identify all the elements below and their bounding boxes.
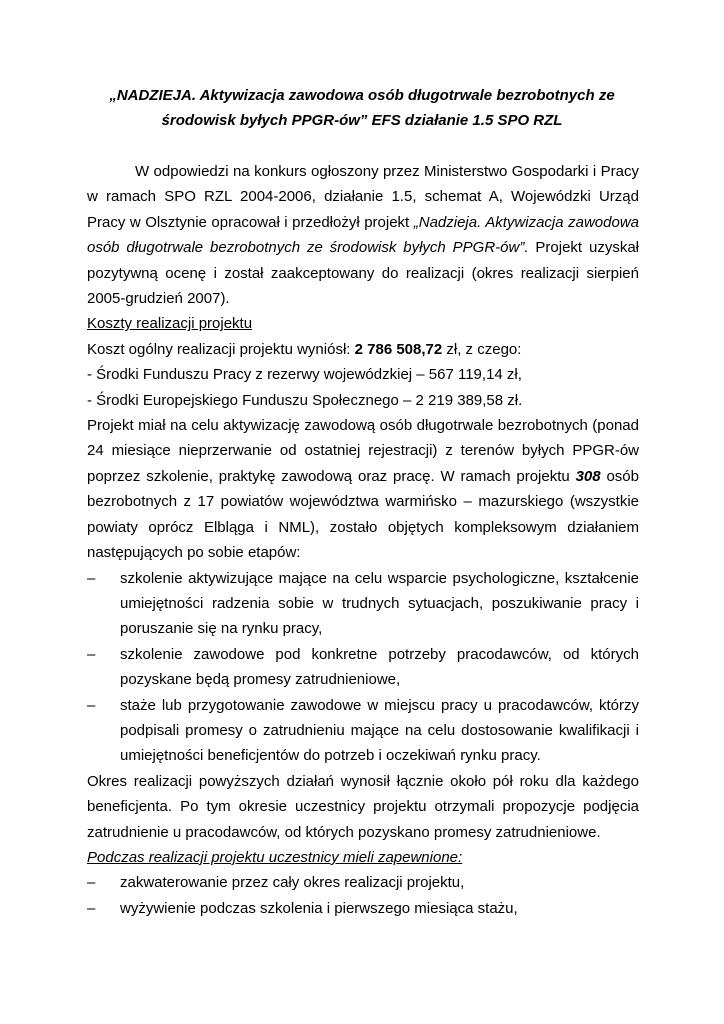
- costs-heading: Koszty realizacji projektu: [87, 315, 253, 333]
- costs-fp-line: - Środki Funduszu Pracy z rezerwy wojewódzkiej – 567 119,14 zł,: [87, 366, 522, 384]
- dash-bullet-icon: [87, 870, 95, 895]
- participants-count: 308: [575, 467, 601, 485]
- intro-text: W odpowiedzi na konkurs ogłoszony przez Ministerstwo Gospodarki i Pracy w ramach SPO RZL 2004-2006, działanie 1.5, schemat A, Wojewódzki Urząd Pracy w Olsztynie opracował i przedłożył projekt: [87, 163, 639, 231]
- intro-text-after: Projekt uzyskał pozytywną ocenę i został zaakceptowany do realizacji (okres realizacji sierpień 2005-grudzień 2007).: [87, 239, 639, 308]
- intro-paragraph: [87, 159, 639, 311]
- period-paragraph: Okres realizacji powyższych działań wynosił łącznie około pół roku dla każdego beneficjenta. Po tym okresie uczestnicy projektu otrzymali propozycje podjęcia zatrudnienie u pracodawców, od których pozyskano promesy zatrudnieniowe.: [87, 772, 639, 841]
- stage-text: szkolenie aktywizujące mające na celu wsparcie psychologiczne, kształcenie umiejętności radzenia sobie w trudnych sytuacjach, poszukiwanie pracy i poruszanie się na rynku pracy,: [120, 569, 639, 638]
- costs-total-prefix: Koszt ogólny realizacji projektu wyniósł:: [87, 340, 355, 358]
- dash-bullet-icon: [87, 566, 95, 591]
- costs-total-amount: 2 786 508,72: [354, 340, 443, 358]
- stages-list: [87, 566, 639, 769]
- stage-item: [87, 566, 639, 642]
- provided-text: zakwaterowanie przez cały okres realizacji projektu,: [120, 874, 465, 892]
- dash-bullet-icon: [87, 693, 95, 718]
- title-line-1: „NADZIEJA. Aktywizacja zawodowa osób długotrwale bezrobotnych ze: [109, 87, 615, 104]
- stage-text: szkolenie zawodowe pod konkretne potrzeby pracodawców, od których pozyskane będą promesy zatrudnieniowe,: [120, 645, 639, 689]
- provided-item: [87, 870, 639, 895]
- goal-paragraph: [87, 413, 639, 565]
- stage-item: [87, 693, 639, 769]
- provided-text: wyżywienie podczas szkolenia i pierwszego miesiąca stażu,: [120, 899, 518, 917]
- provided-list: [87, 870, 639, 921]
- goal-text-before: Projekt miał na celu aktywizację zawodową osób długotrwale bezrobotnych (ponad 24 miesiące nieprzerwanie od ostatniej rejestracji) z terenów byłych PPGR-ów poprzez szkolenie, praktykę zawodową oraz pracę. W ramach projektu: [87, 417, 639, 485]
- document-body: [87, 159, 639, 921]
- stage-item: [87, 642, 639, 693]
- goal-text-after: osób bezrobotnych z 17 powiatów województwa warmińsko – mazurskiego (wszystkie powiaty oprócz Elbląga i NML), zostało objętych kompleksowym działaniem następujących po sobie etapów:: [87, 467, 639, 562]
- costs-efs-line: - Środki Europejskiego Funduszu Społecznego – 2 219 389,58 zł.: [87, 391, 523, 409]
- document-title: [70, 83, 654, 133]
- dash-bullet-icon: [87, 642, 95, 667]
- project-name: „Nadzieja. Aktywizacja zawodowa osób długotrwale bezrobotnych ze środowisk byłych PPGR-ów”.: [87, 213, 639, 257]
- title-line-2: środowisk byłych PPGR-ów” EFS działanie 1.5 SPO RZL: [161, 112, 563, 129]
- provided-heading: Podczas realizacji projektu uczestnicy mieli zapewnione:: [87, 848, 463, 866]
- provided-item: [87, 896, 639, 921]
- stage-text: staże lub przygotowanie zawodowe w miejscu pracy u pracodawców, którzy podpisali promesy o zatrudnieniu mające na celu dostosowanie kwalifikacji i umiejętności beneficjentów do potrzeb i oczekiwań rynku pracy.: [120, 696, 639, 765]
- dash-bullet-icon: [87, 896, 95, 921]
- costs-total-line: [87, 337, 639, 362]
- costs-total-suffix: zł, z czego:: [442, 340, 522, 358]
